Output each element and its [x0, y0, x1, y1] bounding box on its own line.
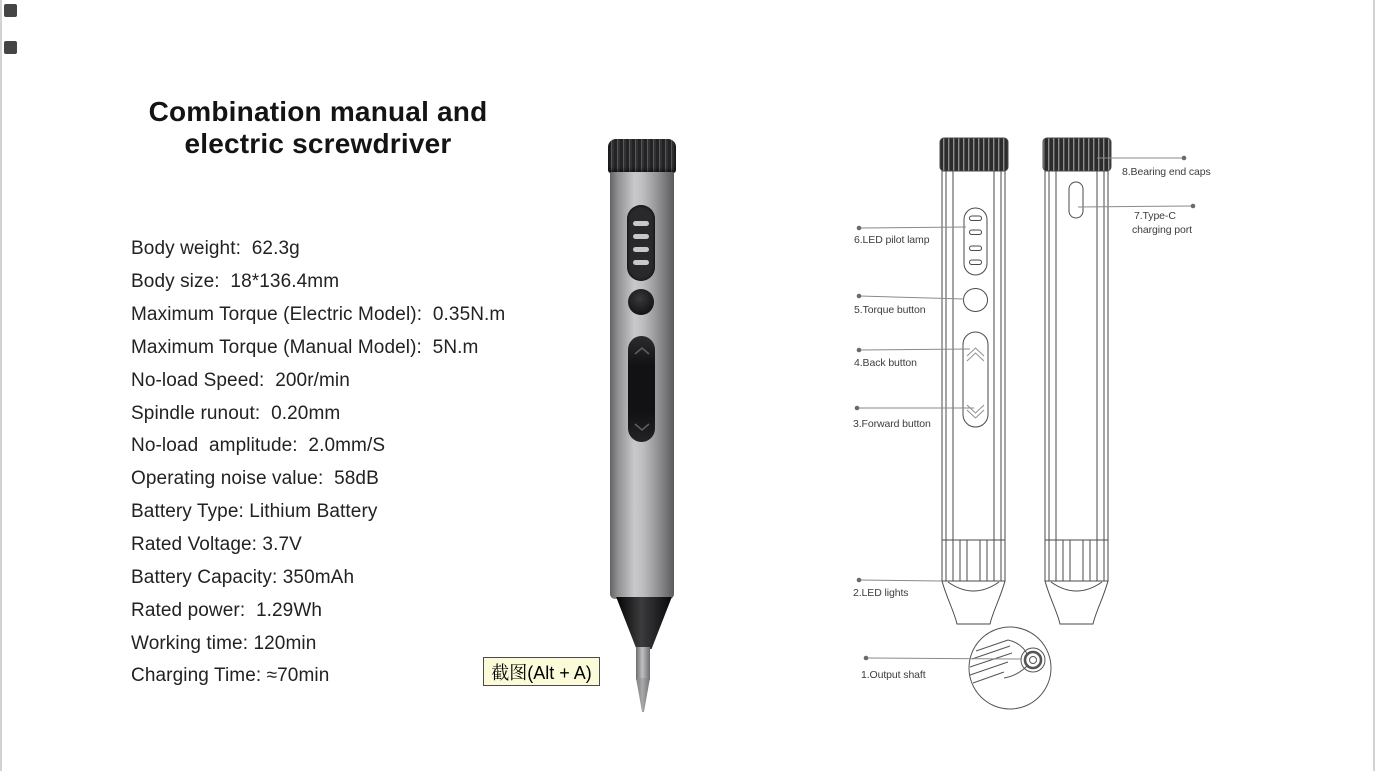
screenshot-tooltip — [483, 657, 600, 686]
spec-no-load-amplitude: No-load amplitude: 2.0mm/S — [131, 435, 386, 457]
output-shaft-detail — [969, 627, 1051, 709]
label-forward-button: 3.Forward button — [853, 418, 931, 430]
drawing-torque-button — [964, 289, 988, 312]
spec-charging-time: Charging Time: ≈70min — [131, 665, 330, 687]
photo-bit-tip — [636, 678, 650, 712]
spec-no-load-speed: No-load Speed: 200r/min — [131, 369, 350, 391]
chevron-down-icon — [632, 421, 652, 433]
spec-body-weight: Body weight: 62.3g — [131, 238, 300, 260]
spec-rated-voltage: Rated Voltage: 3.7V — [131, 534, 302, 556]
page-title-line2: electric screwdriver — [184, 128, 452, 159]
label-type-c-line1: 7.Type-C — [1134, 210, 1176, 222]
led-bar — [633, 247, 649, 252]
page-title — [118, 96, 518, 160]
drawing-bearing-end-cap — [1043, 138, 1111, 171]
spec-noise-value: Operating noise value: 58dB — [131, 468, 379, 490]
diagram-labels — [853, 166, 1211, 681]
photo-output-cone — [615, 597, 673, 649]
led-bar — [633, 260, 649, 265]
label-led-lights: 2.LED lights — [853, 587, 909, 599]
label-output-shaft: 1.Output shaft — [861, 669, 926, 681]
spec-body-size: Body size: 18*136.4mm — [131, 271, 340, 293]
spec-rated-power: Rated power: 1.29Wh — [131, 599, 323, 621]
photo-torque-button — [628, 289, 654, 315]
label-bearing-end-caps: 8.Bearing end caps — [1122, 166, 1211, 178]
photo-rocker-buttons — [628, 336, 655, 442]
photo-bearing-cap — [608, 139, 676, 173]
label-type-c-line2: charging port — [1132, 224, 1192, 236]
corner-mark-bottom — [4, 41, 17, 54]
screenshot-tooltip-text: 截图(Alt + A) — [491, 662, 592, 683]
spec-working-time: Working time: 120min — [131, 632, 317, 654]
photo-bit-shank — [636, 647, 650, 680]
spec-list — [131, 233, 505, 693]
technical-diagram — [830, 130, 1260, 720]
label-back-button: 4.Back button — [854, 357, 917, 369]
left-edge-line — [0, 0, 2, 771]
front-view-drawing — [940, 138, 1008, 624]
spec-battery-capacity: Battery Capacity: 350mAh — [131, 566, 355, 588]
drawing-output-cone — [942, 581, 1005, 624]
spec-torque-manual: Maximum Torque (Manual Model): 5N.m — [131, 336, 479, 358]
photo-led-pilot-lamp — [627, 205, 655, 281]
spec-spindle-runout: Spindle runout: 0.20mm — [131, 402, 341, 424]
chevron-up-icon — [632, 345, 652, 357]
spec-torque-electric: Maximum Torque (Electric Model): 0.35N.m — [131, 304, 506, 326]
label-led-pilot-lamp: 6.LED pilot lamp — [854, 234, 930, 246]
page-title-line1: Combination manual and — [148, 96, 488, 127]
corner-mark-top — [4, 4, 17, 17]
led-bar — [633, 221, 649, 226]
back-view-drawing — [1043, 138, 1111, 624]
led-bar — [633, 234, 649, 239]
label-torque-button: 5.Torque button — [854, 304, 926, 316]
drawing-type-c-port — [1069, 182, 1083, 218]
spec-battery-type: Battery Type: Lithium Battery — [131, 501, 378, 523]
